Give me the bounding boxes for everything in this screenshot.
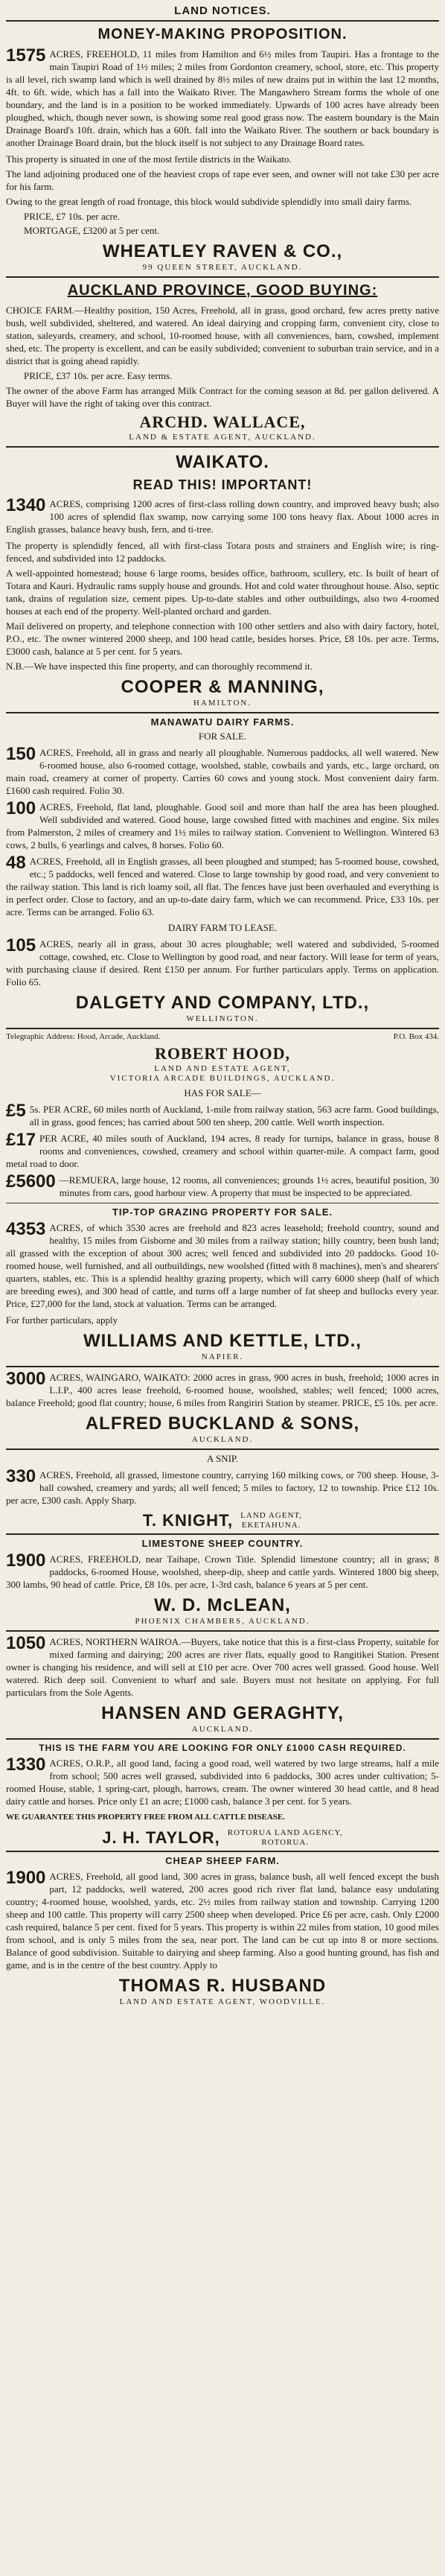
ad-subtitle: FOR SALE. <box>198 731 247 742</box>
lot-entry <box>6 1221 439 1310</box>
note: N.B.—We have inspected this fine property, and can thoroughly recommend it. <box>6 661 313 672</box>
agent-address: NAPIER. <box>201 1352 244 1361</box>
lot-description: ACRES, Freehold, all in grass and nearly all ploughable. Numerous paddocks, all well watered. New 6-roomed house, also 6-roomed cottage, woolshed, stable, cowbails and yards, etc., large orchard, on main road, creamery at corner of property. Carries 60 cows and young stock. Most convenient dairy farm. £1600 cash required. Folio 30. <box>6 747 439 796</box>
lot-description: ACRES, WAINGARO, WAIKATO: 2000 acres in grass, 900 acres in bush, freehold; 1000 acres in L.I.P., 400 acres lease freehold, 6-roomed house, woolshed, stables; well fenced; 1000 acres, balance Freehold; good flat country; house, 6 miles from Rangiriri Station by steamer. PRICE, £5 10s. per acre. <box>6 1372 439 1408</box>
agent-address: HAMILTON. <box>193 699 252 707</box>
agent-name: THOMAS R. HUSBAND <box>118 1976 327 1996</box>
ad-subtitle: DAIRY FARM TO LEASE. <box>167 922 278 933</box>
agent-address: WELLINGTON. <box>186 1014 259 1023</box>
agent-role: LAND AND ESTATE AGENT, <box>154 1064 291 1073</box>
paragraph: Owing to the great length of road frontage, this block would subdivide splendidly into small dairy farms. <box>6 196 412 207</box>
lot-entry <box>6 1870 439 1971</box>
telegraphic-address: Telegraphic Address: Hood, Arcade, Auckland. <box>6 1032 161 1041</box>
lot-description: ACRES, Freehold, all grassed, limestone country, carrying 160 milking cows, or 700 sheep. House, 3-hall cowshed, creamery and yards; all well fenced; 5 miles to factory, 12 to township. Price £12 10s. per acre, £300 cash. Apply Sharp. <box>6 1469 439 1506</box>
lot-description: ACRES, FREEHOLD, 11 miles from Hamilton and 6½ miles from Taupiri. Has a frontage to the main Taupiri Road of 1½ miles; 2 miles from Gordonton creamery, school, store, etc. This property is all level, rich swamp land which is well drained by 8½ miles of new drains put in within the last 12 months, 4ft. to 6ft. wide, which has a fall into the Waikato River. The Mangawhero Stream forms the whole of one boundary, and the land is in a position to be worked immediately. Upwards of 100 acres have already been ploughed, which, though never sown, is showing some real good grass now. The eastern boundary is the Main Drainage Board's 10ft. drain, which has a 60ft. fall into the Waikato River. The southern or back boundary is another Drainage Board drain, but the block itself is not subject to any Drainage Board rates. <box>6 48 439 148</box>
lot-entry <box>6 1171 439 1199</box>
lot-entry <box>6 1466 439 1507</box>
lot-entry <box>6 935 439 988</box>
agent-place: ROTORUA. <box>261 1838 310 1847</box>
lot-acreage: 1900 <box>6 1868 46 1888</box>
agent-name: ROBERT HOOD, <box>155 1044 290 1063</box>
paragraph: This property is situated in one of the most fertile districts in the Waikato. <box>6 153 292 165</box>
agent-name: T. KNIGHT, <box>142 1511 234 1530</box>
lot-entry <box>6 1635 439 1699</box>
lot-acreage: 3000 <box>6 1369 46 1389</box>
mortgage: MORTGAGE, £3200 at 5 per cent. <box>24 225 160 236</box>
agent-name: WHEATLEY RAVEN & CO., <box>102 241 343 261</box>
lot-entry <box>6 497 439 535</box>
ad-auckland-province <box>6 282 439 442</box>
agent-address: VICTORIA ARCADE BUILDINGS, AUCKLAND. <box>109 1074 336 1083</box>
lot-description: ACRES, nearly all in grass, about 30 acres ploughable; well watered and subdivided, 5-roomed cottage, cowshed, etc. Close to Wellington by good road, and near factory. Will lease for term of years, with purchasing clause if desired. Rent £150 per annum. For further particulars apply. Terms on application. Folio 65. <box>6 938 439 988</box>
ad-title: A SNIP. <box>207 1453 238 1464</box>
ad-waingaro <box>6 1371 439 1444</box>
agent-address: LAND & ESTATE AGENT, AUCKLAND. <box>129 433 316 442</box>
agent-role-block <box>240 1511 302 1530</box>
price: PRICE, £7 10s. per acre. <box>24 211 120 222</box>
agent-block <box>6 1511 439 1530</box>
lot-entry <box>6 1371 439 1409</box>
lot-description: ACRES, O.R.P., all good land, facing a good road, well watered by two large streams, half a mile from school; 500 acres well grassed, subdivided into 6 paddocks, 300 acres under cultivation; 5-roomed House, stable, 1 spring-cart, plough, harrows, cream. The owner wintered 30 head cattle, and 8 head dairy cattle and horses. Price only £1 an acre; £1000 cash, balance 3 per cent. for 5 years. <box>6 1758 439 1807</box>
divider <box>6 1366 439 1367</box>
ad-title: CHEAP SHEEP FARM. <box>165 1855 280 1866</box>
paragraph: The land adjoining produced one of the heaviest crops of rape ever seen, and owner will not take £30 per acre for his farm. <box>6 168 439 192</box>
lot-description: 5s. PER ACRE, 60 miles north of Auckland, 1-mile from railway station, 563 acre farm. Good buildings, all in grass, good fences; has carried about 500 ten sheep, 200 cattle. Well worth inspection. <box>29 1104 439 1128</box>
ad-cheap-sheep-farm <box>6 1855 439 2006</box>
lot-acreage: 330 <box>6 1466 36 1486</box>
divider <box>6 712 439 713</box>
lot-acreage: 1340 <box>6 495 46 515</box>
agent-address: PHOENIX CHAMBERS, AUCKLAND. <box>135 1617 310 1626</box>
ad-title: MONEY-MAKING PROPOSITION. <box>97 26 348 42</box>
agent-address: AUCKLAND. <box>191 1435 254 1444</box>
lot-acreage: 105 <box>6 935 36 955</box>
paragraph: The owner of the above Farm has arranged Milk Contract for the coming season at 8d. per gallon delivered. A Buyer will have the right of taking over this contract. <box>6 385 439 409</box>
divider <box>6 276 439 278</box>
ad-money-making <box>6 26 439 272</box>
lot-description: ACRES, Freehold, all in English grasses, all been ploughed and stumped; has 5-roomed house, cowshed, etc.; 5 paddocks, well fenced and watered. Close to large township by good road, and very convenient to the railway station. This land is rich loamy soil, all flat. The fences have just been overhauled and everything is in perfect order. Close to factory, and an up-to-date dairy farm, which we can recommend. Price, £33 10s. per acre. Terms can be arranged. Folio 63. <box>6 856 439 917</box>
lot-acreage: 1575 <box>6 45 46 66</box>
agent-name: WILLIAMS AND KETTLE, LTD., <box>83 1331 362 1351</box>
paragraph: A well-appointed homestead; house 6 large rooms, besides office, bathroom, scullery, etc. Is built of heart of Totara and Kauri. Hydraulic rams supply house and grounds. Hot and cold water throughout house. Also, septic tank, drains of regulation size, cement pipes. Up-to-date stables and other outbuildings, also two 4-roomed houses at each end of the property. Well-planted orchard and garden. <box>6 567 439 617</box>
guarantee: WE GUARANTEE THIS PROPERTY FREE FROM ALL CATTLE DISEASE. <box>6 1813 286 1822</box>
price: PRICE, £37 10s. per acre. Easy terms. <box>24 370 173 381</box>
lot-entry <box>6 45 439 149</box>
ad-limestone <box>6 1538 439 1626</box>
lot-acreage: 150 <box>6 744 36 764</box>
divider <box>6 20 439 22</box>
divider <box>6 1028 439 1029</box>
lot-description: ACRES, Freehold, flat land, ploughable. Good soil and more than half the area has been ploughed. Well subdivided and watered. Good house, large cowshed fitted with machines and engine. Six miles from Palmerston, 2 miles of creamery and 1½ miles to railway station. Convenient to Wellington. Wintered 63 cows, 2 bulls, 6 yearlings and calves, 8 horses. Folio 60. <box>6 801 439 850</box>
lot-acreage: 100 <box>6 798 36 818</box>
lot-entry <box>6 746 439 797</box>
ad-snip <box>6 1453 439 1530</box>
agent-address: 99 QUEEN STREET, AUCKLAND. <box>142 263 303 272</box>
agent-name: DALGETY AND COMPANY, LTD., <box>75 993 370 1013</box>
divider <box>6 1851 439 1852</box>
agent-name: COOPER & MANNING, <box>121 677 324 697</box>
lot-price: £5 <box>6 1101 26 1121</box>
ad-waikato <box>6 452 439 707</box>
lot-description: ACRES, NORTHERN WAIROA.—Buyers, take notice that this is a first-class Property, suitable for mixed farming and dairying; 200 acres are river flats, equally good to Rangitikei Station. Present owner is changing his residence, and will sell at £10 per acre. Over 700 acres well grassed. Good house. Well watered. Rich deep soil. Convenient to wharf and sale. Buyers must not hesitate on applying. For full particulars from the Sole Agents. <box>6 1636 439 1698</box>
agent-block <box>6 1828 439 1848</box>
lot-entry <box>6 798 439 851</box>
paragraph: The property is splendidly fenced, all with first-class Totara posts and strainers and English wire; is ring-fenced, and subdivided into 12 paddocks. <box>6 540 439 564</box>
lot-entry <box>6 1553 439 1591</box>
paragraph: Mail delivered on property, and telephone connection with 100 other settlers and also with dairy factory, hotel, P.O., etc. The owner wintered 2000 sheep, and 100 head cattle, besides horses. Price, £8 10s. per acre. Terms, £3000 cash, balance at 5 per cent. for 5 years. <box>6 620 439 657</box>
ad-northern-wairoa <box>6 1635 439 1734</box>
divider <box>6 446 439 448</box>
paragraph: For further particulars, apply <box>6 1314 118 1326</box>
divider <box>6 1448 439 1450</box>
lot-acreage: 1330 <box>6 1755 46 1775</box>
lot-description: ACRES, Freehold, all good land, 300 acres in grass, balance bush, all well fenced except the bush part, 12 paddocks, well watered, 200 acres good rich river flat land, balance easy undulating country; 4-roomed house, woolshed, yards, etc. 2½ miles from railway station and township. Carrying 1200 sheep and 100 cattle. This property will carry 2500 sheep when developed. Price £6 per acre, cash. Only £2000 cash required, balance 5 per cent. fixed for 5 years. This property is within 22 miles from station, 10 good miles from school, and is only 5 miles from the sea, near port. The land can be cut up into 8 or more sections. Balance of good subdivision. Suitable to dairying and sheep farming. Also a good hunting ground, has fish and game, and is in the centre of the best country. Apply to <box>6 1871 439 1971</box>
lot-acreage: 48 <box>6 853 26 873</box>
ad-title: THIS IS THE FARM YOU ARE LOOKING FOR ONLY £1000 CASH REQUIRED. <box>39 1743 406 1753</box>
agent-address: LAND AND ESTATE AGENT, WOODVILLE. <box>119 1997 326 2006</box>
agent-role: ROTORUA LAND AGENCY, <box>227 1828 343 1837</box>
agent-role: LAND AGENT, <box>240 1511 303 1520</box>
lot-description: —REMUERA, large house, 12 rooms, all conveniences; grounds 1½ acres, beautiful position, 30 minutes from cars, good harbour view. A property that must be inspected to be appreciated. <box>59 1174 439 1198</box>
paragraph: CHOICE FARM.—Healthy position, 150 Acres, Freehold, all in grass, good orchard, few acres pretty native bush, well subdivided, sheltered, and watered. An ideal dairying and cropping farm, convenient city, close to station, saleyards, creamery, and school, 10-roomed house, with all conveniences, barn, cowshed, implement shed, etc. The property is excellent, and can be easily subdivided; convenient to suburban train service, and in a district that is going ahead rapidly. <box>6 305 439 366</box>
lot-description: PER ACRE, 40 miles south of Auckland, 194 acres, 8 ready for turnips, balance in grass, house 8 rooms and conveniences, cowshed, creamery and school within quarter-mile. A compact farm, good metal road to door. <box>6 1133 439 1169</box>
ad-manawatu <box>6 716 439 1023</box>
lot-acreage: 4353 <box>6 1219 46 1239</box>
lot-acreage: 1050 <box>6 1633 46 1653</box>
agent-name: HANSEN AND GERAGHTY, <box>101 1703 344 1723</box>
divider <box>6 1630 439 1632</box>
divider <box>6 1738 439 1740</box>
ad-robert-hood <box>6 1032 439 1361</box>
agent-name: W. D. McLEAN, <box>154 1595 291 1615</box>
agent-name: J. H. TAYLOR, <box>102 1828 220 1847</box>
lot-description: ACRES, FREEHOLD, near Taihape, Crown Title. Splendid limestone country; all in grass; 8 paddocks, 6-roomed House, woolshed, sheep-dip, sheep and cattle yards. Wintered 1800 big sheep, 300 lambs, 90 head of cattle. Price, £8 10s. per acre, 1-3rd cash, balance 6 years at 5 per cent. <box>6 1553 439 1590</box>
lot-description: ACRES, comprising 1200 acres of first-class rolling down country, and improved heavy bush; also 100 acres of splendid flax swamp, now carrying some 100 tons heavy flax. About 1000 acres in English grasses, balance heavy bush, fern, and ti-tree. <box>6 498 439 535</box>
lot-price: £17 <box>6 1130 36 1150</box>
agent-address: AUCKLAND. <box>191 1725 254 1734</box>
agent-role-block <box>228 1828 343 1848</box>
ad-subtitle: READ THIS! IMPORTANT! <box>132 477 313 492</box>
ad-title: MANAWATU DAIRY FARMS. <box>150 716 295 728</box>
lot-entry <box>6 855 439 918</box>
ad-title: WAIKATO. <box>176 452 269 472</box>
divider <box>6 1533 439 1535</box>
agent-name: ARCHD. WALLACE, <box>139 413 306 431</box>
po-box: P.O. Box 434. <box>393 1032 439 1041</box>
telegraphic-line <box>6 1032 439 1041</box>
ad-title: AUCKLAND PROVINCE, GOOD BUYING: <box>67 282 378 299</box>
lot-description: ACRES, of which 3530 acres are freehold and 823 acres leasehold; freehold country, sound and healthy, 15 miles from Gisborne and 30 miles from a railway station; hilly country, been bush land; all grassed with the exception of about 300 acres; well fenced and subdivided into 20 paddocks. Good 10-roomed house, well furnished, and all outbuildings, new woolshed (fitted with 8 machines), men's and shearers' quarters, stables, etc. This is a splendid healthy grazing property, which will carry 6000 sheep (half of which are breeding ewes), and 300 head of cattle, and turns off a large number of fat sheep and bullocks every year. Price, £27,000 for the land, stock at valuation. Terms can be arranged. <box>6 1222 439 1309</box>
lot-acreage: 1900 <box>6 1551 46 1571</box>
ad-rotorua <box>6 1743 439 1848</box>
ad-title: TIP-TOP GRAZING PROPERTY FOR SALE. <box>112 1206 333 1218</box>
agent-place: EKETAHUNA. <box>241 1521 301 1530</box>
lot-entry <box>6 1103 439 1128</box>
lot-entry <box>6 1132 439 1170</box>
ad-subtitle: HAS FOR SALE— <box>184 1087 261 1098</box>
lot-entry <box>6 1757 439 1807</box>
section-heading: LAND NOTICES. <box>174 4 271 17</box>
lot-price: £5600 <box>6 1171 56 1192</box>
ad-title: LIMESTONE SHEEP COUNTRY. <box>141 1538 304 1549</box>
agent-name: ALFRED BUCKLAND & SONS, <box>85 1413 360 1434</box>
